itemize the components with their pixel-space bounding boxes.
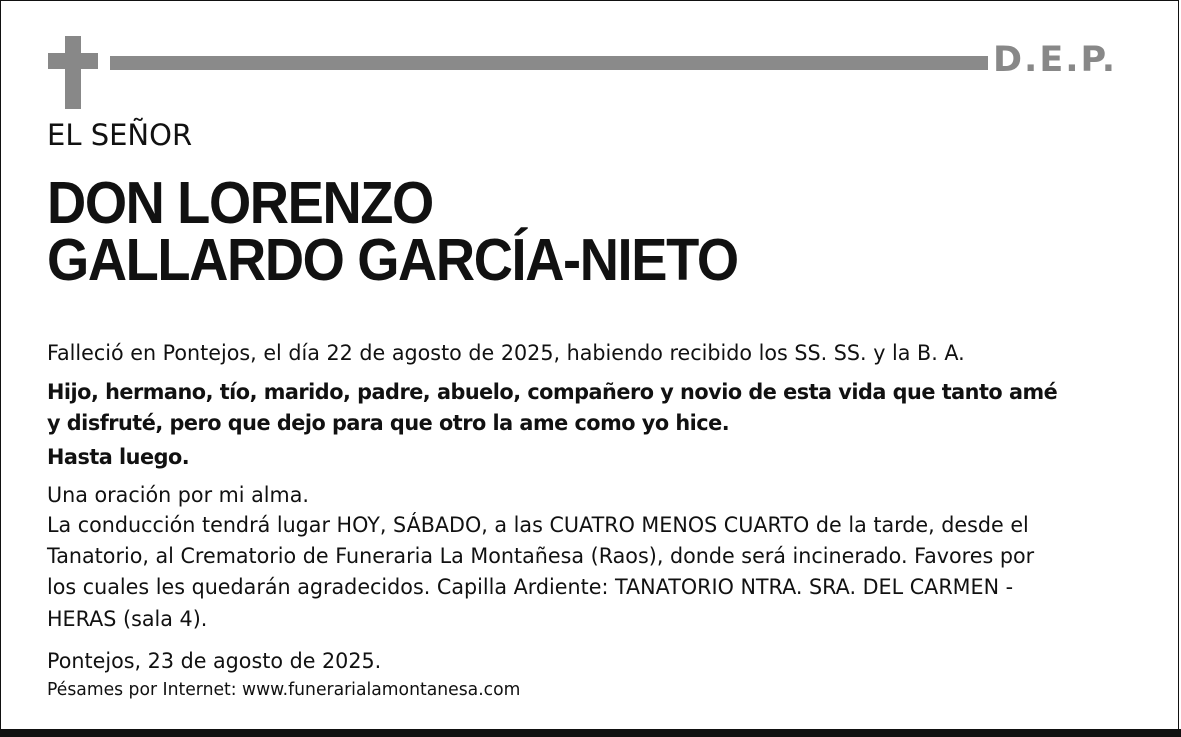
dep-label: D.E.P. [993, 40, 1118, 80]
farewell-line: Hijo, hermano, tío, marido, padre, abuelo, compañero y novio de esta vida que tanto amé [47, 380, 1058, 404]
ceremony-line: HERAS (sala 4). [47, 607, 208, 631]
title-prefix: EL SEÑOR [47, 118, 193, 152]
farewell-line: y disfruté, pero que dejo para que otro la ame como yo hice. [47, 411, 730, 435]
prayer-line: Una oración por mi alma. [47, 483, 309, 507]
ceremony-line: La conducción tendrá lugar HOY, SÁBADO, a las CUATRO MENOS CUARTO de la tarde, desde el [47, 513, 1029, 537]
place-date: Pontejos, 23 de agosto de 2025. [47, 649, 382, 673]
bottom-rule [0, 729, 1181, 737]
deceased-name-line1: DON LORENZO [47, 170, 433, 236]
death-line: Falleció en Pontejos, el día 22 de agosto de 2025, habiendo recibido los SS. SS. y la B. A. [47, 341, 965, 365]
cross-icon-bar [48, 53, 98, 69]
deceased-name-line2: GALLARDO GARCÍA-NIETO [47, 227, 738, 293]
ceremony-line: los cuales les quedarán agradecidos. Capilla Ardiente: TANATORIO NTRA. SRA. DEL CARMEN - [47, 575, 1014, 599]
cross-icon [65, 36, 81, 109]
farewell-line: Hasta luego. [47, 445, 190, 469]
ceremony-line: Tanatorio, al Crematorio de Funeraria La Montañesa (Raos), donde será incinerado. Favores por [47, 544, 1035, 568]
header-rule [110, 56, 988, 70]
condolences-link[interactable]: Pésames por Internet: www.funerarialamontanesa.com [47, 679, 521, 700]
